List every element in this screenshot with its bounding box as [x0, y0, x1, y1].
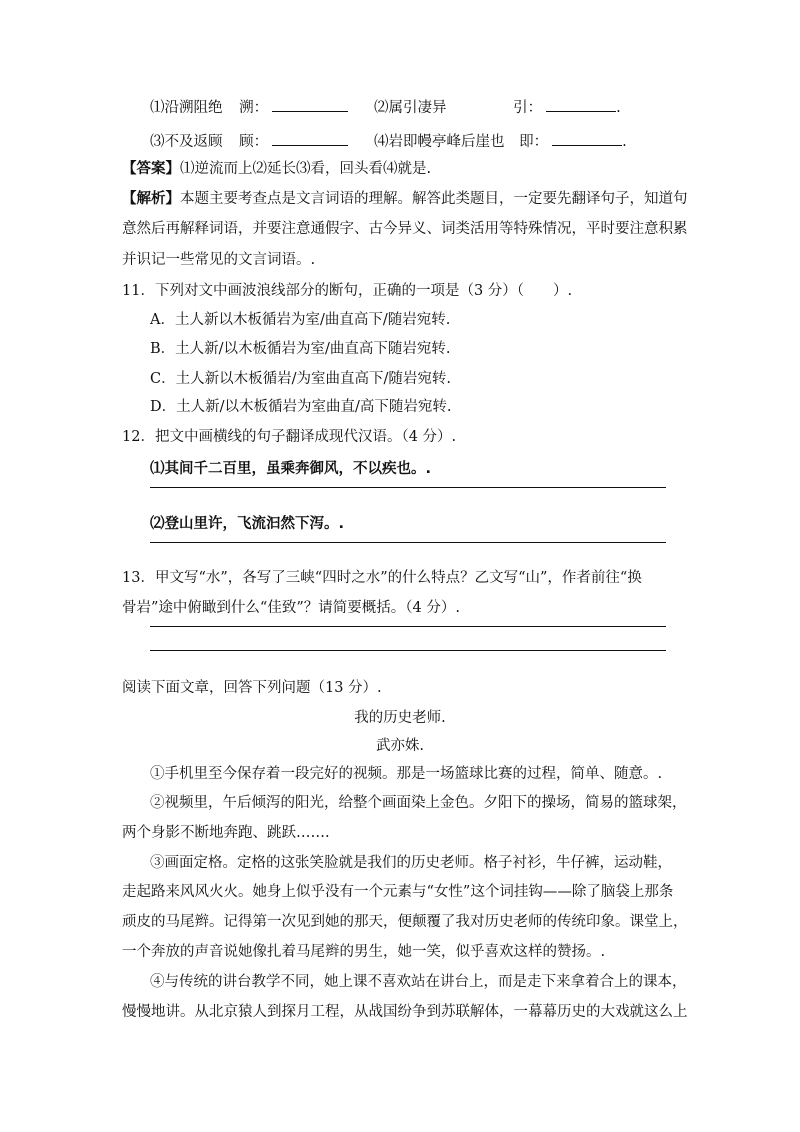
paragraph-4-line-1: ④与传统的讲台教学不同，她上课不喜欢站在讲台上，而是走下来拿着合上的课本， [150, 974, 687, 990]
q11-option-b[interactable]: B．土人新/以木板循岩为室/曲直高下随岩宛转. [150, 341, 451, 357]
reading-intro: 阅读下面文章，回答下列问题（13 分）. [122, 680, 382, 696]
paragraph-4-line-2: 慢慢地讲。从北京猿人到探月工程，从战国纷争到苏联解体，一幕幕历史的大戏就这么上 [122, 1004, 688, 1020]
answer-blank[interactable] [272, 131, 348, 146]
vocab-item-1 [150, 97, 348, 118]
answer-line[interactable] [150, 487, 666, 488]
analysis-label: 【解析】 [122, 191, 180, 207]
answer-blank[interactable] [546, 97, 616, 112]
paragraph-3-line-2: 走起路来风风火火。她身上似乎没有一个元素与“女性”这个词挂钩——除了脑袋上那条 [122, 884, 674, 900]
article-title: 我的历史老师. [354, 710, 446, 726]
vocab-item-4-word: 即： [519, 134, 549, 150]
analysis-line-1 [122, 189, 688, 209]
answer-line [122, 159, 431, 179]
answer-blank[interactable] [272, 97, 348, 112]
paragraph-1: ①手机里至今保存着一段完好的视频。那是一场篮球比赛的过程，简单、随意。. [150, 766, 663, 782]
paragraph-3-line-4: 一个奔放的声音说她像扎着马尾辫的男生，她一笑，似乎喜欢这样的赞扬。. [122, 944, 606, 960]
analysis-line-3: 并识记一些常见的文言词语。. [122, 252, 316, 268]
vocab-item-1-word: 溯： [239, 100, 269, 116]
paragraph-3-line-3: 顽皮的马尾辫。记得第一次见到她的那天，便颠覆了我对历史老师的传统印象。课堂上， [122, 914, 688, 930]
q12-stem: 12．把文中画横线的句子翻译成现代汉语。（4 分）. [122, 429, 457, 445]
paragraph-3-line-1: ③画面定格。定格的这张笑脸就是我们的历史老师。格子衬衫，牛仔裤，运动鞋， [150, 855, 672, 871]
q11-option-a[interactable]: A．土人新以木板循岩为室/曲直高下/随岩宛转. [150, 312, 451, 328]
vocab-item-4: ⑷岩即幔亭峰后崖也 即： . [374, 131, 627, 152]
vocab-item-3-word: 顾： [239, 134, 269, 150]
vocab-item-3-text: ⑶不及返顾 [150, 134, 223, 150]
vocab-item-1-text: ⑴沿溯阻绝 [150, 100, 223, 116]
vocab-item-4-text: ⑷岩即幔亭峰后崖也 [374, 134, 505, 150]
answer-line[interactable] [150, 650, 666, 651]
q11-option-c[interactable]: C．土人新以木板循岩/为室曲直高下/随岩宛转. [150, 371, 451, 387]
q11-stem: 11．下列对文中画波浪线部分的断句，正确的一项是（3 分）（ ）. [122, 283, 573, 299]
answer-line[interactable] [150, 542, 666, 543]
answer-line[interactable] [150, 626, 666, 627]
paragraph-2-line-1: ②视频里，午后倾泻的阳光，给整个画面染上金色。夕阳下的操场，简易的篮球架， [150, 795, 687, 811]
q12-sentence-2: ⑵登山里许，飞流汩然下泻。. [150, 516, 345, 532]
answer-label: 【答案】 [122, 161, 180, 177]
vocab-item-2: ⑵属引凄异 引： . [374, 97, 621, 118]
q11-option-d[interactable]: D．土人新/以木板循岩为室曲直/高下随岩宛转. [150, 399, 452, 415]
analysis-text-1: 本题主要考查点是文言词语的理解。解答此类题目，一定要先翻译句子，知道句 [180, 191, 688, 207]
vocab-item-3 [150, 131, 348, 152]
article-author: 武亦姝. [375, 738, 425, 754]
vocab-item-2-word: 引： [513, 100, 543, 116]
vocab-item-2-text: ⑵属引凄异 [374, 100, 447, 116]
analysis-line-2: 意然后再解释词语，并要注意通假字、古今异义、词类活用等特殊情况，平时要注意积累 [122, 221, 688, 237]
q12-sentence-1: ⑴其间千二百里，虽乘奔御风，不以疾也。. [150, 461, 432, 477]
answer-blank[interactable] [552, 131, 622, 146]
q13-line-1: 13．甲文写“水”，各写了三峡“四时之水”的什么特点？乙文写“山”，作者前往“换 [122, 570, 642, 586]
paragraph-2-line-2: 两个身影不断地奔跑、跳跃……. [122, 825, 330, 841]
answer-text: ⑴逆流而上⑵延长⑶看，回头看⑷就是. [180, 161, 432, 177]
q13-line-2: 骨岩”途中俯瞰到什么“佳致”？请简要概括。（4 分）. [122, 600, 460, 616]
